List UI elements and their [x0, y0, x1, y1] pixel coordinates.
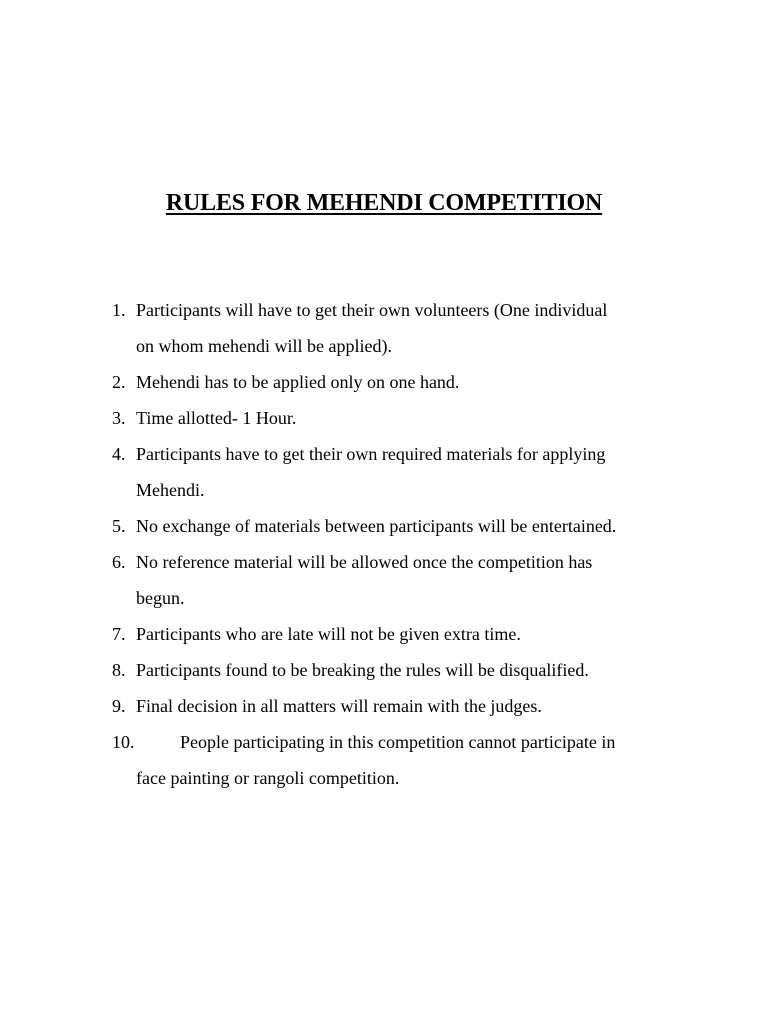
- rule-text: Participants found to be breaking the rules will be disqualified.: [136, 660, 589, 680]
- document-title: RULES FOR MEHENDI COMPETITION: [165, 190, 603, 216]
- rule-item-2: [0, 364, 768, 400]
- rule-text: Participants who are late will not be given extra time.: [136, 624, 521, 644]
- rule-item-8: [0, 652, 768, 688]
- rule-text: Participants have to get their own required materials for applying: [136, 444, 606, 464]
- rule-number: 7.: [112, 624, 126, 644]
- rule-text: Time allotted- 1 Hour.: [136, 408, 297, 428]
- rule-number: 10.: [112, 732, 135, 752]
- rule-text: People participating in this competition cannot participate in: [180, 732, 616, 752]
- rule-number: 1.: [112, 300, 126, 320]
- rule-number: 3.: [112, 408, 126, 428]
- rule-number: 6.: [112, 552, 126, 572]
- rule-number: 2.: [112, 372, 126, 392]
- rule-item-1: [0, 292, 768, 364]
- rule-text-continued: begun.: [136, 588, 185, 608]
- rules-list: [0, 292, 768, 796]
- rule-number: 8.: [112, 660, 126, 680]
- rule-number: 4.: [112, 444, 126, 464]
- rule-text-continued: face painting or rangoli competition.: [136, 768, 400, 788]
- rule-item-3: [0, 400, 768, 436]
- rule-item-5: [0, 508, 768, 544]
- rule-text: No exchange of materials between participants will be entertained.: [136, 516, 617, 536]
- rule-item-6: [0, 544, 768, 616]
- rule-item-4: [0, 436, 768, 508]
- rule-item-10: [0, 724, 768, 796]
- rule-number: 9.: [112, 696, 126, 716]
- rule-item-9: [0, 688, 768, 724]
- rule-text: Participants will have to get their own volunteers (One individual: [136, 300, 608, 320]
- rule-text-continued: Mehendi.: [136, 480, 205, 500]
- rule-text: No reference material will be allowed once the competition has: [136, 552, 593, 572]
- rule-text: Final decision in all matters will remain with the judges.: [136, 696, 542, 716]
- rule-text: Mehendi has to be applied only on one hand.: [136, 372, 460, 392]
- rule-text-continued: on whom mehendi will be applied).: [136, 336, 392, 356]
- rule-number: 5.: [112, 516, 126, 536]
- rule-item-7: [0, 616, 768, 652]
